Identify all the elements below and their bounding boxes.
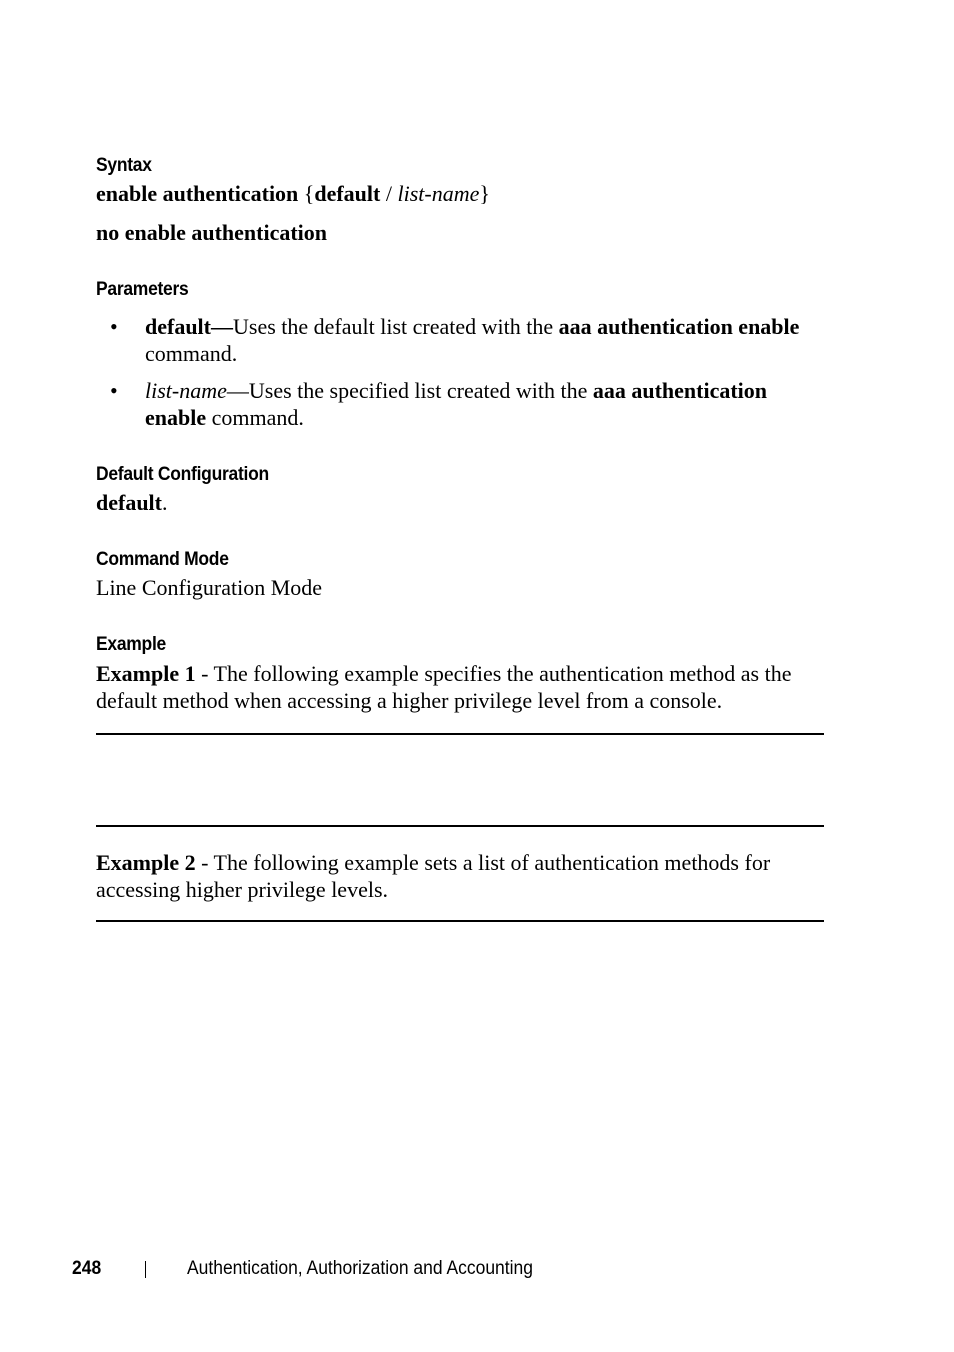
bullet-icon: •: [110, 314, 118, 339]
bullet-icon: •: [110, 378, 118, 403]
parameter-command: aaa authentication enable: [558, 314, 800, 339]
example-1-text: - The following example specifies the authentication method as the default method when accessing a higher privilege level from a console.: [96, 661, 792, 713]
syntax-heading: Syntax: [96, 155, 152, 176]
syntax-no-command: no enable authentication: [96, 220, 328, 245]
parameter-item-list-name: [145, 377, 805, 431]
syntax-brace-close: }: [479, 181, 490, 206]
command-mode-value: Line Configuration Mode: [96, 575, 323, 600]
parameter-description: Uses the default list created with the: [233, 314, 559, 339]
footer-chapter-title: Authentication, Authorization and Accounting: [187, 1258, 533, 1279]
parameter-term: list-name: [145, 378, 227, 403]
example-2-text: - The following example sets a list of authentication methods for accessing higher privilege levels.: [96, 850, 771, 902]
page-number: 248: [72, 1258, 102, 1279]
parameter-command: aaa authentication enable: [145, 378, 768, 430]
default-configuration-heading: Default Configuration: [96, 464, 269, 485]
code-block-top-rule: [96, 920, 824, 922]
parameter-dash: —: [211, 314, 233, 339]
parameter-dash: —: [226, 378, 249, 403]
syntax-command: enable authentication: [96, 181, 299, 206]
parameter-tail: command.: [206, 405, 304, 430]
syntax-brace-open: {: [298, 181, 315, 206]
example-1-label: Example 1: [96, 661, 196, 686]
footer-separator: [145, 1261, 146, 1278]
parameter-item-default: [145, 313, 825, 367]
syntax-line-1: [96, 180, 490, 207]
parameter-term: default: [145, 314, 211, 339]
default-configuration-value: [96, 489, 168, 516]
default-value: default: [96, 490, 162, 515]
parameters-heading: Parameters: [96, 279, 189, 300]
code-block-bottom-rule: [96, 825, 824, 827]
syntax-line-2: [96, 219, 327, 246]
example-2-label: Example 2: [96, 850, 196, 875]
example-2-paragraph: [96, 849, 826, 903]
parameter-tail: command.: [145, 341, 238, 366]
syntax-default-keyword: default: [314, 181, 381, 206]
syntax-list-name: list-name: [397, 181, 480, 206]
command-mode-heading: Command Mode: [96, 549, 229, 570]
parameter-description: Uses the specified list created with the: [248, 378, 593, 403]
code-block-top-rule: [96, 733, 824, 735]
default-value-period: .: [162, 490, 168, 515]
example-1-paragraph: [96, 660, 826, 714]
example-heading: Example: [96, 634, 166, 655]
syntax-separator: /: [380, 181, 398, 206]
